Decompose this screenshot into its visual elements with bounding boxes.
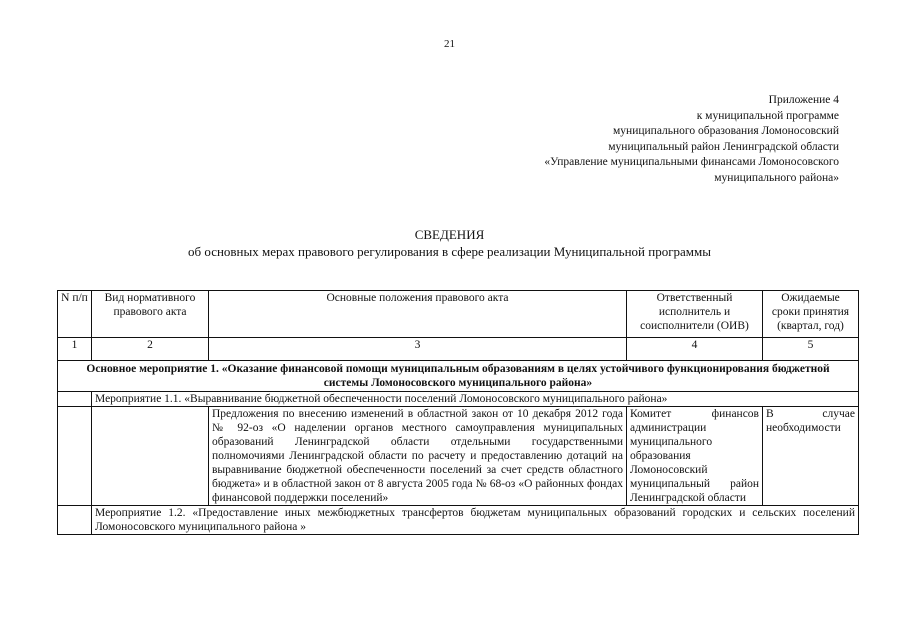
appendix-line: «Управление муниципальными финансами Ломоносовского (544, 156, 839, 168)
column-number: 3 (209, 338, 627, 361)
deadline-cell: В случае необходимости (763, 407, 859, 506)
column-number: 4 (627, 338, 763, 361)
header-act-type: Вид нормативного правового акта (92, 291, 209, 338)
empty-cell (58, 392, 92, 407)
appendix-line: Приложение 4 (768, 94, 839, 106)
column-number: 1 (58, 338, 92, 361)
section-row (58, 361, 859, 392)
appendix-line: муниципального района» (714, 171, 839, 184)
provisions-cell: Предложения по внесению изменений в областной закон от 10 декабря 2012 года № 92-оз «О наделении органов местного самоуправления муниципальных образований Ленинградской области отдельными государственными полномочиями Ленинградской области по расчету и предоставлению дотаций на выравнивание бюджетной обеспеченности поселений за счет средств областного бюджета» и в областной закон от 8 августа 2005 года № 68-оз «О районных фондах финансовой поддержки поселений» (209, 407, 627, 506)
table-row (58, 407, 859, 506)
document-title: СВЕДЕНИЯ (414, 227, 485, 242)
empty-cell (58, 407, 92, 506)
section-title: Основное мероприятие 1. «Оказание финансовой помощи муниципальным образованиям в целях устойчивого функционирования бюджетной системы Ломоносовского муниципального района» (58, 361, 859, 392)
measure-row (58, 392, 859, 407)
header-executor: Ответственный исполнитель и соисполнители (ОИВ) (627, 291, 763, 338)
header-provisions: Основные положения правового акта (209, 291, 627, 338)
appendix-line: муниципальный район Ленинградской области (608, 140, 839, 153)
header-number: N п/п (58, 291, 92, 338)
empty-cell (58, 506, 92, 535)
appendix-block (544, 93, 839, 186)
measure-1-2-title: Мероприятие 1.2. «Предоставление иных межбюджетных трансфертов бюджетам муниципальных образований городских и сельских поселений Ломоносовского муниципального района » (92, 506, 859, 535)
regulation-table (57, 290, 859, 535)
appendix-line: муниципального образования Ломоносовский (613, 125, 839, 137)
column-number-row (58, 338, 859, 361)
document-subtitle: об основных мерах правового регулирования в сфере реализации Муниципальной программы (188, 244, 711, 259)
measure-row (58, 506, 859, 535)
page-number: 21 (444, 38, 455, 50)
empty-cell (92, 407, 209, 506)
header-deadline: Ожидаемые сроки принятия (квартал, год) (763, 291, 859, 338)
appendix-line: к муниципальной программе (696, 109, 839, 122)
executor-cell: Комитет финансов администрации муниципального образования Ломоносовский муниципальный район Ленинградской области (627, 407, 763, 506)
column-number: 2 (92, 338, 209, 361)
table-header-row (58, 291, 859, 338)
measure-1-1-title: Мероприятие 1.1. «Выравнивание бюджетной обеспеченности поселений Ломоносовского муниципального района» (92, 392, 859, 407)
column-number: 5 (763, 338, 859, 361)
